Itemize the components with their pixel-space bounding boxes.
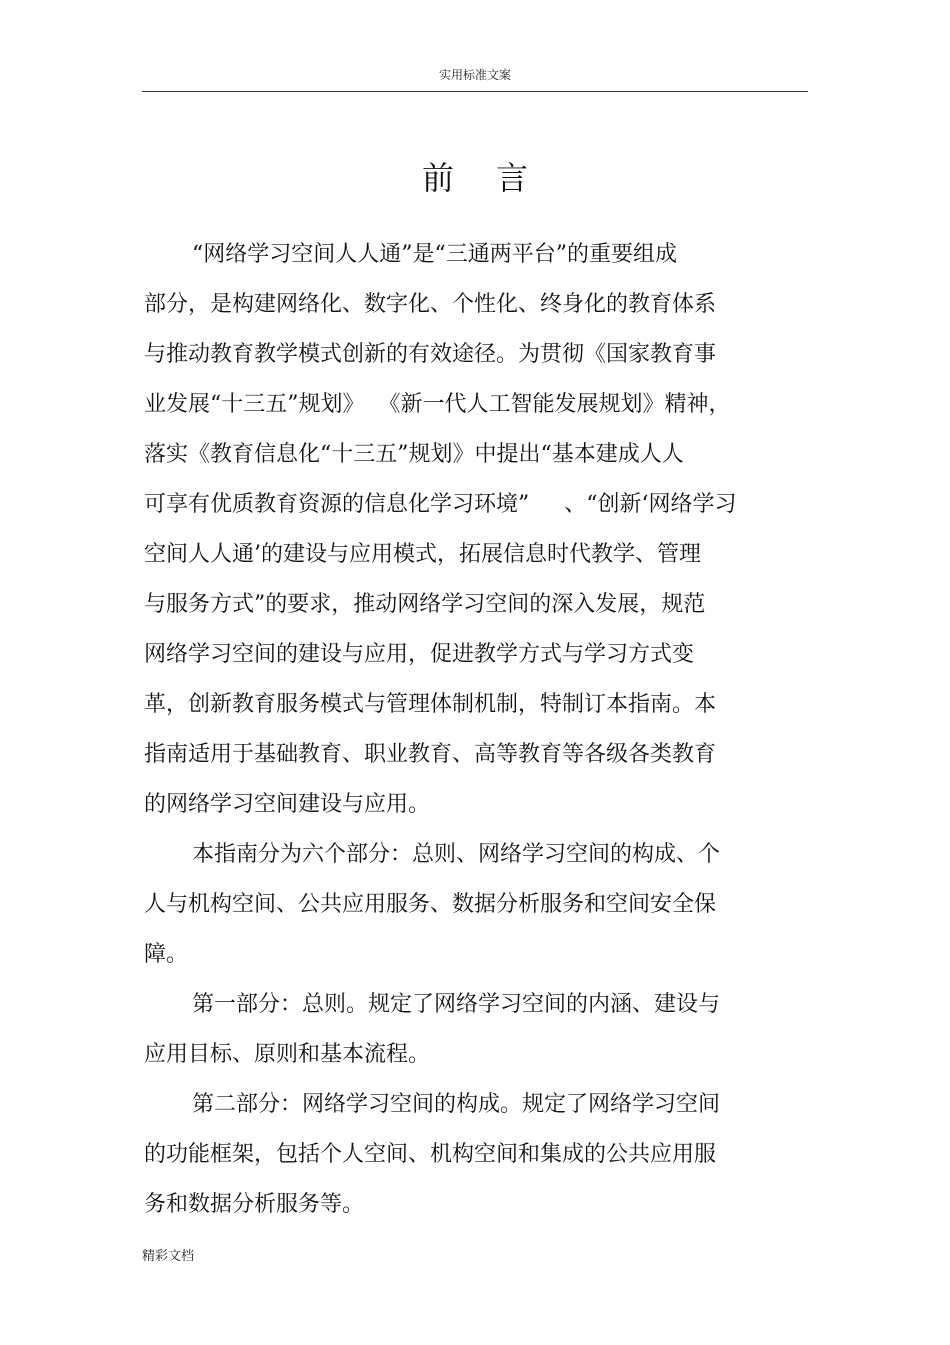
- text-line: 应用目标、原则和基本流程。: [144, 1042, 431, 1067]
- text-line: 人与机构空间、公共应用服务、数据分析服务和空间安全保: [144, 892, 717, 917]
- text-line: 障。: [144, 942, 189, 967]
- text-line: 落实《教育信息化“十三五”规划》中提出“基本建成人人: [144, 442, 684, 467]
- text-line: 的网络学习空间建设与应用。: [144, 792, 431, 817]
- text-line: 务和数据分析服务等。: [144, 1192, 365, 1217]
- page-footer: 精彩文档: [142, 1249, 195, 1264]
- body-text: [144, 230, 804, 1230]
- text-line: 网络学习空间的建设与应用，促进教学方式与学习方式变: [144, 642, 695, 667]
- text-line: 业发展“十三五”规划》 《新一代人工智能发展规划》精神，: [144, 392, 731, 417]
- text-line: “网络学习空间人人通”是“三通两平台”的重要组成: [192, 242, 677, 267]
- text-line: 革，创新教育服务模式与管理体制机制，特制订本指南。本: [144, 692, 717, 717]
- text-line: 与服务方式”的要求，推动网络学习空间的深入发展，规范: [144, 592, 706, 617]
- text-line: 空间人人通’的建设与应用模式，拓展信息时代教学、管理: [144, 542, 701, 567]
- text-line: 本指南分为六个部分：总则、网络学习空间的构成、个: [192, 842, 721, 867]
- page-header: 实用标准文案: [438, 68, 511, 82]
- text-line: 的功能框架，包括个人空间、机构空间和集成的公共应用服: [144, 1142, 717, 1167]
- header-divider: [142, 91, 808, 92]
- text-line: 第一部分：总则。规定了网络学习空间的内涵、建设与: [192, 992, 721, 1017]
- text-line: 与推动教育教学模式创新的有效途径。为贯彻《国家教育事: [144, 342, 717, 367]
- page-title: 前言: [421, 159, 570, 197]
- text-line: 指南适用于基础教育、职业教育、高等教育等各级各类教育: [144, 742, 717, 767]
- text-line: 部分，是构建网络化、数字化、个性化、终身化的教育体系: [144, 292, 717, 317]
- text-line: 可享有优质教育资源的信息化学习环境” 、“创新‘网络学习: [144, 492, 737, 517]
- text-line: 第二部分：网络学习空间的构成。规定了网络学习空间: [192, 1092, 721, 1117]
